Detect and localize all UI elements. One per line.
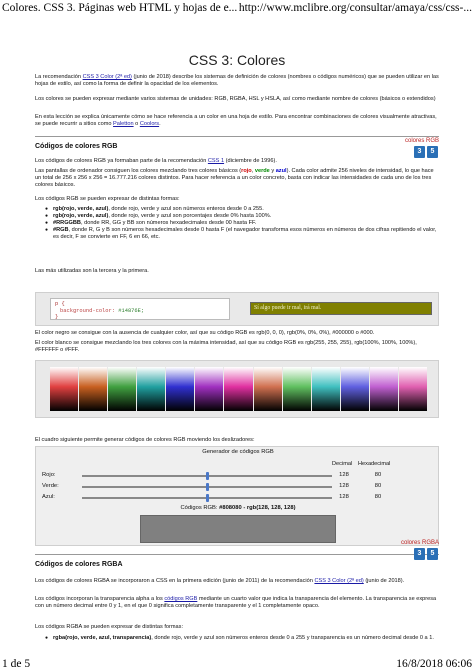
palette-swatch	[370, 367, 398, 411]
rgb-text: ). Cada color admite 256 niveles de intensidad, lo que hace un total de 256 x 256 x 256 = 16.777.216 colores distintos. Para hacer referencia a un color concreto, basta con indicar las intensidades de cada uno de los tres colores básicos.	[35, 168, 434, 188]
palette-swatch	[166, 367, 194, 411]
css3-logo-icon: 3	[414, 548, 425, 560]
demo-output: Sí algo puede ir mal, irá mal.	[250, 302, 432, 315]
green-slider-handle[interactable]	[206, 483, 209, 491]
rgba-section-title: Códigos de colores RGBA	[35, 561, 123, 568]
palette-swatch	[108, 367, 136, 411]
palette-swatch	[341, 367, 369, 411]
document-page	[35, 16, 439, 656]
rgb-paragraph-4: Las más utilizadas son la tercera y la primera.	[35, 268, 149, 274]
code-example-box	[35, 292, 439, 326]
palette-swatch	[79, 367, 107, 411]
intro-paragraph-2: Los colores se pueden expresar mediante varios sistemas de unidades: RGB, RGBA, HSL y HSLA, así como mediante nombre de colores (básicos o extendidos)	[35, 96, 436, 102]
result-value: #808080 - rgb(128, 128, 128)	[219, 505, 296, 511]
rgba-text: Los códigos incorporan la transparencia alpha a los	[35, 596, 165, 602]
rgb-paragraph-5: El color negro se consigue con la ausencia de cualquier color, así que su código RGB es rgb(0, 0, 0), rgb(0%, 0%, 0%), #000000 o #000.	[35, 330, 375, 336]
rgb-text: y	[269, 168, 276, 174]
palette-swatch	[224, 367, 252, 411]
rgba-badge[interactable]	[379, 540, 439, 564]
rgb-text: Los códigos de colores RGB ya formaban parte de la recomendación	[35, 158, 208, 164]
format-desc: , donde RR, GG y BB son números hexadecimales desde 00 hasta FF.	[80, 220, 257, 226]
rgb-text: Las pantallas de ordenador consiguen los colores mezclando tres colores básicos (	[35, 168, 242, 174]
code-close: }	[55, 314, 59, 320]
page-number: 1 de 5	[2, 658, 31, 670]
intro-paragraph-3	[35, 114, 439, 128]
html5-logo-icon: 5	[427, 548, 438, 560]
format-code: #RRGGBB	[53, 220, 81, 226]
red-slider-handle[interactable]	[206, 472, 209, 480]
css1-link[interactable]: CSS 1	[207, 158, 225, 164]
palette-swatch	[399, 367, 427, 411]
rgb-codes-link[interactable]: códigos RGB	[164, 596, 198, 602]
format-desc: , donde rojo, verde y azul son números enteros desde 0 a 255 y transparencia es un número decimal desde 0 a 1.	[151, 635, 434, 641]
format-desc: , donde rojo, verde y azul son números enteros desde 0 a 255.	[108, 206, 264, 212]
green-decimal: 128	[339, 483, 349, 489]
intro-text: o	[133, 121, 140, 127]
page-title: CSS 3: Colores	[188, 52, 286, 68]
print-header	[0, 0, 474, 16]
rgb-text: (diciembre de 1996).	[224, 158, 277, 164]
intro-text: .	[159, 121, 161, 127]
rgb-paragraph-1	[35, 158, 439, 165]
rgba-text: (junio de 2018).	[363, 578, 405, 584]
rgb-paragraph-2	[35, 168, 439, 189]
rgb-section-title: Códigos de colores RGB	[35, 143, 118, 150]
red-hex: 80	[374, 472, 382, 478]
format-desc: , donde rojo, verde y azul son porcentajes desde 0% hasta 100%.	[108, 213, 272, 219]
intro-text: La recomendación	[35, 74, 83, 80]
color-palette	[50, 367, 428, 411]
palette-swatch	[137, 367, 165, 411]
blue-slider-handle[interactable]	[206, 494, 209, 502]
blue-label: Azul:	[42, 494, 55, 500]
generator-result	[36, 505, 440, 512]
azul-word: azul	[275, 168, 287, 174]
rgb-paragraph-3: Los códigos RGB se pueden expresar de distintas formas:	[35, 196, 180, 202]
intro-text: (junio de 2018) describe los sistemas de definición de colores (nombres o códigos numéricos) que se pueden utilizar en las hojas de estilo, así como la forma de definir la opacidad de los elementos.	[35, 74, 439, 87]
color-palette-box	[35, 360, 439, 418]
css3-color-link[interactable]: CSS 3 Color (2ª ed)	[82, 74, 132, 80]
rgba-paragraph-1	[35, 578, 439, 585]
format-desc: , donde R, G y B son números hexadecimales desde 0 hasta F (el navegador transforma esos números en números de dos cifras repitiendo el valor, es decir, F se convierte en FF, 6 en 66, etc.	[53, 227, 437, 240]
rgb-format-list	[45, 206, 439, 241]
palette-swatch	[283, 367, 311, 411]
list-item	[45, 635, 439, 642]
code-prop-value: #14876E;	[118, 307, 145, 314]
rgba-badge-label: colores RGBA	[400, 540, 439, 546]
palette-swatch	[312, 367, 340, 411]
rgba-format-list	[45, 635, 439, 642]
html5-logo-icon: 5	[427, 146, 438, 158]
intro-text: En esta lección se explica únicamente cómo se hace referencia a un color en una hoja de estilo. Para encontrar combinaciones de colores visualmente atractivas, se puede recurrir a sitios como	[35, 114, 437, 127]
code-selector: p {	[55, 301, 65, 307]
list-item	[45, 206, 439, 213]
format-code: rgba(rojo, verde, azul, transparencia)	[53, 635, 152, 641]
rojo-word: rojo	[241, 168, 252, 174]
section-divider	[35, 136, 439, 137]
green-label: Verde:	[42, 483, 59, 489]
palette-swatch	[195, 367, 223, 411]
rgb-badge-label: colores RGB	[404, 138, 439, 144]
generator-title: Generador de códigos RGB	[202, 449, 274, 455]
format-code: rgb(rojo, verde, azul)	[53, 206, 109, 212]
verde-word: verde	[254, 168, 270, 174]
list-item	[45, 213, 439, 220]
print-page-title: Colores. CSS 3. Páginas web HTML y hojas de e...	[2, 2, 238, 14]
palette-swatch	[50, 367, 78, 411]
intro-paragraph-1	[35, 74, 439, 88]
print-footer	[0, 656, 474, 672]
print-datetime: 16/8/2018 06:06	[396, 658, 472, 670]
rgb-paragraph-6: El color blanco se consigue mezclando los tres colores con la máxima intensidad, así que su código RGB es rgb(255, 255, 255), rgb(100%, 100%, 100%), #FFFFFF o #FFF.	[35, 340, 417, 353]
format-code: #RGB	[53, 227, 69, 233]
rgb-text: ,	[251, 168, 255, 174]
rgba-paragraph-2	[35, 596, 439, 610]
hex-header: Hexadecimal	[358, 461, 391, 467]
list-item	[45, 227, 439, 241]
coolors-link[interactable]: Coolors	[139, 121, 160, 127]
paletton-link[interactable]: Paletton	[113, 121, 134, 127]
blue-hex: 80	[374, 494, 382, 500]
print-page-url: http://www.mclibre.org/consultar/amaya/css/css-...	[238, 2, 472, 14]
decimal-header: Decimal	[332, 461, 353, 467]
css3-color-link[interactable]: CSS 3 Color (2ª ed)	[314, 578, 364, 584]
rgb-generator	[35, 446, 439, 546]
red-slider[interactable]	[82, 475, 332, 477]
blue-slider[interactable]	[82, 497, 332, 499]
palette-swatch	[254, 367, 282, 411]
red-label: Rojo:	[42, 472, 56, 478]
rgba-text: Los códigos de colores RGBA se incorporaron a CSS en la primera edición (junio de 2011) de la recomendación	[35, 578, 315, 584]
code-snippet	[50, 298, 230, 320]
rgba-paragraph-3: Los códigos RGBA se pueden expresar de distintas formas:	[35, 624, 184, 630]
list-item	[45, 220, 439, 227]
result-label: Códigos RGB:	[180, 505, 220, 511]
red-decimal: 128	[339, 472, 349, 478]
blue-decimal: 128	[339, 494, 349, 500]
format-code: rgb(rojo, verde, azul)	[53, 213, 109, 219]
green-slider[interactable]	[82, 486, 332, 488]
code-prop-name: background-color:	[60, 307, 119, 314]
color-swatch	[140, 515, 336, 543]
green-hex: 80	[374, 483, 382, 489]
rgb-paragraph-7: El cuadro siguiente permite generar códigos de colores RGB moviendo los deslizadores:	[35, 437, 255, 443]
css3-logo-icon: 3	[414, 146, 425, 158]
rgba-text: mediante un cuarto valor que indica la transparencia del elemento. La transparencia se expresa con un número decimal entre 0 y 1, en el que 0 significa completamente transparente y el 1 completamente opaco.	[35, 596, 437, 609]
